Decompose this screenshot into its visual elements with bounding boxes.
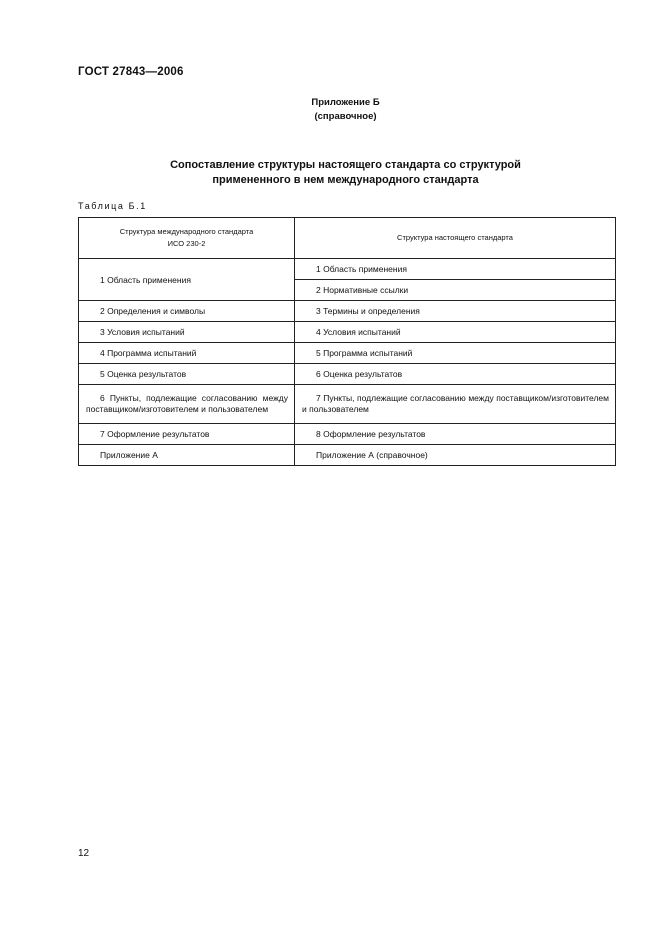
table-cell-right: 7 Пункты, подлежащие согласованию между поставщиком/изготовителем и пользователем bbox=[295, 385, 616, 424]
table-row bbox=[79, 322, 616, 343]
table-cell-left: 2 Определения и символы bbox=[79, 301, 295, 322]
table-caption: Таблица Б.1 bbox=[78, 201, 147, 211]
table-row bbox=[79, 364, 616, 385]
appendix-heading bbox=[0, 96, 661, 124]
table-cell-left: 6 Пункты, подлежащие согласованию между поставщиком/изготовителем и пользователем bbox=[79, 385, 295, 424]
appendix-label: Приложение Б bbox=[311, 97, 380, 108]
comparison-table bbox=[78, 217, 616, 466]
header-this-standard: Структура настоящего стандарта bbox=[295, 218, 616, 259]
header-left-line-1: Структура международного стандарта bbox=[119, 227, 254, 236]
table-cell-right: 2 Нормативные ссылки bbox=[295, 280, 616, 301]
table-header-row bbox=[79, 218, 616, 259]
table-cell-right: Приложение А (справочное) bbox=[295, 445, 616, 466]
page-title bbox=[0, 158, 661, 188]
document-number: ГОСТ 27843—2006 bbox=[78, 66, 184, 78]
table-row bbox=[79, 445, 616, 466]
table-row bbox=[79, 343, 616, 364]
table-row bbox=[79, 424, 616, 445]
table-cell-right: 6 Оценка результатов bbox=[295, 364, 616, 385]
table-cell-left: Приложение А bbox=[79, 445, 295, 466]
header-international-standard bbox=[79, 218, 295, 259]
table-cell-left: 4 Программа испытаний bbox=[79, 343, 295, 364]
table-cell-right: 1 Область применения bbox=[295, 259, 616, 280]
appendix-kind: (справочное) bbox=[314, 111, 377, 122]
title-line-2: примененного в нем международного стандарта bbox=[212, 174, 479, 186]
table-cell-right: 5 Программа испытаний bbox=[295, 343, 616, 364]
table-cell-right: 4 Условия испытаний bbox=[295, 322, 616, 343]
table-cell-left: 1 Область применения bbox=[79, 259, 295, 301]
table-cell-right: 3 Термины и определения bbox=[295, 301, 616, 322]
title-line-1: Сопоставление структуры настоящего стандарта со структурой bbox=[170, 159, 521, 171]
table-cell-left: 5 Оценка результатов bbox=[79, 364, 295, 385]
table-row bbox=[79, 385, 616, 424]
table-cell-left: 7 Оформление результатов bbox=[79, 424, 295, 445]
table-row bbox=[79, 301, 616, 322]
table-row bbox=[79, 259, 616, 280]
header-left-line-2: ИСО 230-2 bbox=[167, 239, 206, 248]
table-cell-left: 3 Условия испытаний bbox=[79, 322, 295, 343]
table-cell-right: 8 Оформление результатов bbox=[295, 424, 616, 445]
page-number: 12 bbox=[78, 848, 90, 859]
